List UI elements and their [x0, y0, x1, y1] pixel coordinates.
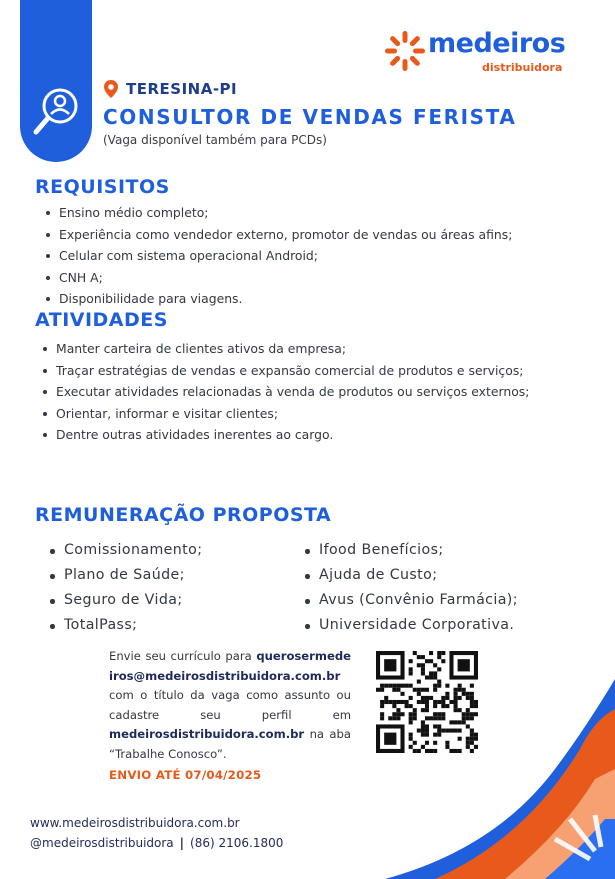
list-item: Traçar estratégias de vendas e expansão comercial de produtos e serviços;	[43, 360, 550, 382]
header-tab	[20, 0, 92, 162]
location	[104, 80, 237, 98]
list-item: Experiência como vendedor externo, promotor de vendas ou áreas afins;	[46, 224, 566, 246]
list-item: Disponibilidade para viagens.	[46, 288, 566, 310]
list-item: Universidade Corporativa.	[305, 613, 518, 638]
application-instructions	[109, 647, 351, 786]
atividades-list	[43, 338, 550, 446]
application-email[interactable]: querosermedeiros@medeirosdistribuidora.com.br	[109, 649, 351, 683]
deadline: ENVIO ATÉ 07/04/2025	[109, 768, 262, 782]
footer-separator: |	[179, 836, 185, 850]
corner-decoration	[355, 619, 615, 879]
list-item: Ajuda de Custo;	[305, 563, 518, 588]
remuneracao-list-left	[50, 538, 202, 638]
cta-text-3: na aba “Trabalhe Conosco”.	[109, 727, 351, 761]
user-search-icon	[32, 86, 82, 140]
list-item: TotalPass;	[50, 613, 202, 638]
list-item: Executar atividades relacionadas à venda de produtos ou serviços externos;	[43, 381, 550, 403]
list-item: Manter carteira de clientes ativos da empresa;	[43, 338, 550, 360]
cta-text-2: com o título da vaga como assunto ou cadastre seu perfil em	[109, 688, 351, 722]
footer-phone[interactable]: (86) 2106.1800	[190, 836, 284, 850]
brand-subtitle: distribuidora	[482, 61, 563, 74]
list-item: Avus (Convênio Farmácia);	[305, 588, 518, 613]
footer-instagram[interactable]: @medeirosdistribuidora	[30, 836, 174, 850]
job-title: CONSULTOR DE VENDAS FERISTA	[103, 105, 517, 129]
footer	[30, 813, 283, 853]
list-item: Comissionamento;	[50, 538, 202, 563]
list-item: Ifood Benefícios;	[305, 538, 518, 563]
atividades-heading: ATIVIDADES	[35, 309, 168, 331]
location-pin-icon	[104, 80, 118, 98]
application-site[interactable]: medeirosdistribuidora.com.br	[109, 727, 305, 741]
list-item: Ensino médio completo;	[46, 202, 566, 224]
list-item: Orientar, informar e visitar clientes;	[43, 403, 550, 425]
job-note: (Vaga disponível também para PCDs)	[103, 133, 327, 147]
location-text: TERESINA-PI	[126, 80, 238, 98]
list-item: Dentre outras atividades inerentes ao cargo.	[43, 424, 550, 446]
list-item: Seguro de Vida;	[50, 588, 202, 613]
requisitos-list	[46, 202, 566, 310]
list-item: CNH A;	[46, 267, 566, 289]
list-item: Plano de Saúde;	[50, 563, 202, 588]
list-item: Celular com sistema operacional Android;	[46, 245, 566, 267]
footer-website[interactable]: www.medeirosdistribuidora.com.br	[30, 816, 240, 830]
remuneracao-heading: REMUNERAÇÃO PROPOSTA	[35, 504, 332, 526]
cta-text-1: Envie seu currículo para	[109, 649, 252, 663]
sun-logo-icon	[384, 30, 426, 72]
requisitos-heading: REQUISITOS	[35, 176, 170, 198]
brand-logo	[384, 30, 564, 76]
brand-name: medeiros	[428, 28, 566, 59]
